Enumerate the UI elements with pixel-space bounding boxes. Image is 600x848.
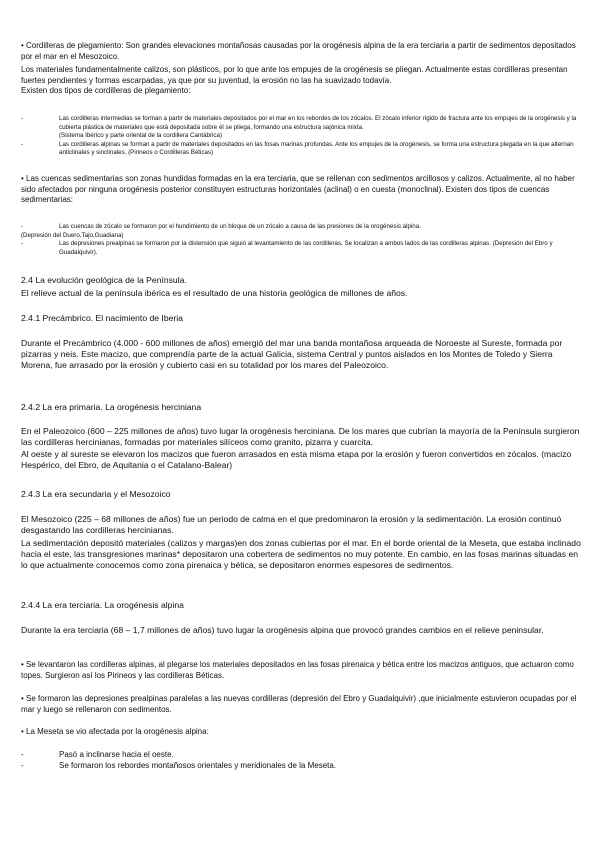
list-item-text: Las depresiones prealpinas se formaron por la distensión que siguió al levantamiento de las cordilleras. Se localizan a ambos lados de las cordilleras alpinas. (Depresión del Ebro y Guadalquivir). [59,240,553,256]
list-dash: - [21,240,24,248]
section-title: 2.4.2 La era primaria. La orogénesis herciniana [21,402,202,412]
list-dash: - [21,140,24,148]
section-title: 2.4 La evolución geológica de la Península. [21,275,187,285]
list-item [21,115,581,141]
list-item-text: Pasó a inclinarse hacia el oeste. [59,750,174,759]
section-title: 2.4.1 Precámbrico. El nacimiento de Iberia [21,313,183,323]
list-item-text: Las cuencas de zócalo se formaron por el hundimiento de un bloque de un zócalo a causa de las presiones de la orogénesis alpina. [59,223,421,230]
bullet-item: • Se formaron las depresiones prealpinas paralelas a las nuevas cordilleras (depresión del Ebro y Guadalquivir) ,que inicialmente estuvieron ocupadas por el mar y luego se rellenaron con sedimentos. [21,694,577,714]
list-item-note: (Sistema Ibérico y parte oriental de la cordillera Cantábrica) [59,132,223,140]
section-body: Al oeste y al sureste se elevaron los macizos que fueron arrasados en esta misma etapa por la erosión y fueron convertidos en zócalos. (macizo Hespérico, del Ebro, de Aquitania o el Catalano-Balear) [21,449,572,470]
list-item-text: Se formaron los rebordes montañosos orientales y meridionales de la Meseta. [59,760,337,770]
meseta-list [21,750,581,771]
list-dash: - [21,223,24,230]
list-item [21,240,581,257]
list-item [21,761,581,772]
list-item-note: (Depresión del Duero,Tajo,Guadiana) [21,231,124,239]
section-title: 2.4.3 La era secundaria y el Mesozoico [21,489,171,499]
list-item [21,141,581,158]
list-item [21,223,581,232]
bullet-item: • La Meseta se vio afectada por la orogénesis alpina: [21,727,209,736]
section-body: En el Paleozoico (600 – 225 millones de años) tuvo lugar la orogénesis herciniana. De los mares que cubrían la mayoría de la Península surgieron las cordilleras hercinianas, formadas por materiales silíceos como granito, pizarra y cuarcita. [21,426,580,447]
section-body: El relieve actual de la península ibérica es el resultado de una historia geológica de millones de años. [21,288,408,298]
list-item-text: Las cordilleras intermedias se forman a partir de materiales depositados por el mar en los rebordes de los zócalos. El zócalo inferior rígido de fractura ante los empujes de la orogénesis y la cubierta plástica de materiales que está depositada sobre él se pliega, formando una estructura sajónica mixta. [59,115,577,131]
list-item [21,750,581,761]
section-body: Durante el Precámbrico (4.000 - 600 millones de años) emergió del mar una banda montañosa arqueada de Noroeste al Sureste, formada por pizarras y neis. Este macizo, que comprendía parte de la actual Galicia, sistema Central y puntos aislados en los Montes de Toledo y Sierra Morena, fue arrasado por la erosión y cubierto casi en su totalidad por los mares del Paleozoico. [21,338,563,370]
section-body: La sedimentación depositó materiales (calizos y margas)en dos zonas cubiertas por el mar. En el borde oriental de la Meseta, que estaba inclinado hacia el este, las transgresiones marinas* depositaron una cobertera de sedimentos no muy potente. En cambio, en las fosas marinas situadas en lo que actualmente conocemos como zona pirenaica y bética, se depositaron enormes espesores de sedimentos. [21,538,581,570]
list-item-text: Las cordilleras alpinas se forman a partir de materiales depositados en las fosas marinas profundas. Ante los empujes de la orogénesis, se forma una estructura plegada en la que alternan anticlinales y sinclinales. (Pirineos o Cordilleras Béticas) [59,140,574,157]
bullet-item: • Se levantaron las cordilleras alpinas, al plegarse los materiales depositados en las fosas pirenaica y bética entre los macizos antiguos, que actuaron como topes. Surgieron así los Pirineos y las cordilleras Béticas. [21,660,574,680]
cuencas-intro: • Las cuencas sedimentarias son zonas hundidas formadas en la era terciaria, que se rellenan con sedimentos arcillosos y calizos. Actualmente, al no haber sido afectados por ninguna orogénesis posterior constituyen estructuras horizontales (aclinal) o en cuesta (monoclinal). Existen dos tipos de cuencas sedimentarias: [21,174,575,204]
plegamiento-list [21,115,581,158]
section-title: 2.4.4 La era terciaria. La orogénesis alpina [21,600,184,610]
plegamiento-intro: • Cordilleras de plegamiento: Son grandes elevaciones montañosas causadas por la orogénesis alpina de la era terciaria a partir de sedimentos depositados por el mar en el Mesozoico. [21,41,576,61]
plegamiento-types: Existen dos tipos de cordilleras de plegamiento: [21,86,191,95]
cuencas-list [21,223,581,257]
list-dash: - [21,115,24,122]
section-body: Durante la era terciaria (68 – 1,7 millones de años) tuvo lugar la orogénesis alpina que provocó grandes cambios en el relieve peninsular. [21,625,544,635]
list-dash: - [21,750,24,759]
plegamiento-body: Los materiales fundamentalmente calizos, son plásticos, por lo que ante los empujes de la orogénesis se pliegan. Actualmente estas cordilleras presentan fuertes pendientes y formas escarpadas, ya que por su juventud, la erosión no las ha suavizado todavía. [21,65,568,85]
section-body: El Mesozoico (225 – 68 millones de años) fue un periodo de calma en el que predominaron la erosión y la sedimentación. La erosión continuó desgastando las cordilleras hercinianas. [21,514,562,535]
list-dash: - [21,760,24,770]
